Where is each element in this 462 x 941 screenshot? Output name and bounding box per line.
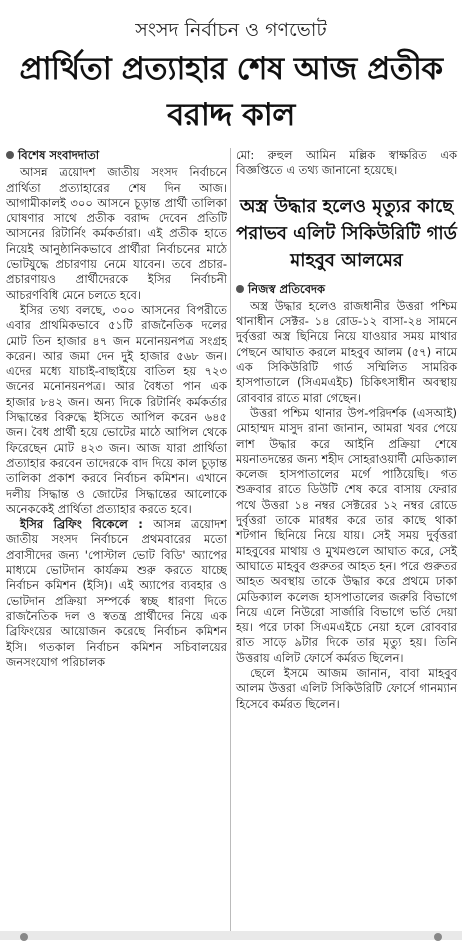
left-subhead-text: আসন্ন ত্রয়োদশ জাতীয় সংসদ নির্বাচনে প্রথমবারের মতো প্রবাসীদের জন্য 'পোস্টাল ভোট বিডি' অ্যাপের মাধ্যমে ভোটদান কার্যক্রম শুরু করতে যাচ্ছে নির্বাচন কমিশন (ইসি)। এই অ্যাপের ব্যবহার ও ভোটদান প্রক্রিয়া সম্পর্কে স্বচ্ছ ধারণা দিতে রাজনৈতিক দল ও স্বতন্ত্র প্রার্থীদের নিয়ে এক ব্রিফিংয়ের আয়োজন করেছে নির্বাচন কমিশন ইসি। গতকাল নির্বাচন কমিশন সচিবালয়ের জনসংযোগ পরিচালক bbox=[6, 517, 227, 669]
left-byline bbox=[6, 148, 227, 163]
secondary-headline: অস্ত্র উদ্ধার হলেও মৃত্যুর কাছে পরাভব এলিট সিকিউরিটি গার্ড মাহবুব আলমের bbox=[236, 195, 457, 271]
main-headline: প্রার্থিতা প্রত্যাহার শেষ আজ প্রতীক বরাদ্দ কাল bbox=[19, 51, 443, 133]
left-subhead-paragraph bbox=[6, 517, 227, 670]
left-byline-text: বিশেষ সংবাদদাতা bbox=[18, 148, 100, 162]
right-byline-text: নিজস্ব প্রতিবেদক bbox=[248, 281, 326, 296]
next-page-strip bbox=[0, 931, 462, 940]
right-continuation: মো: রুহুল আমিন মল্লিক স্বাক্ষরিত এক বিজ্ঞপ্তিতে এ তথ্য জানানো হয়েছে। bbox=[236, 148, 457, 178]
kicker-line: সংসদ নির্বাচন ও গণভোট bbox=[135, 19, 327, 41]
right-paragraph-3: ছেলে ইসমে আজম জানান, বাবা মাহবুব আলম উত্তরা এলিট সিকিউরিটি ফোর্সে গানম্যান হিসেবে কর্মরত ছিলেন। bbox=[236, 666, 457, 711]
left-subhead-separator: : bbox=[127, 517, 154, 532]
column-divider bbox=[230, 148, 231, 933]
right-byline bbox=[236, 282, 457, 297]
left-paragraph-1: আসন্ন ত্রয়োদশ জাতীয় সংসদ নির্বাচনে প্রার্থিতা প্রত্যাহারের শেষ দিন আজ। আগামীকালই ৩০০ আসনে চূড়ান্ত প্রার্থী তালিকা ঘোষণার সাথে প্রতীক বরাদ্দ দেবেন প্রতিটি আসনের রিটার্নিং কর্মকর্তারা। এই প্রতীক হাতে নিয়েই আনুষ্ঠানিকভাবে প্রার্থীরা নির্বাচনের মাঠে ভোটযুদ্ধে প্রচারণায় নেমে যাবেন। তবে প্রচার-প্রচারণায়ও প্রার্থীদেরকে ইসির নির্বাচনী আচরণবিধি মেনে চলতে হবে। bbox=[6, 165, 227, 302]
left-paragraph-2: ইসির তথ্য বলছে, ৩০০ আসনের বিপরীতে এবার প্রাথমিকভাবে ৫১টি রাজনৈতিক দলের মোট তিন হাজার ৪৭ জন মনোনয়নপত্র সংগ্রহ করেন। আর জমা দেন দুই হাজার ৫৬৮ জন। এদের মধ্যে যাচাই-বাছাইয়ে বাতিল হয় ৭২৩ জনের মনোনয়নপত্র। আর বৈধতা পান এক হাজার ৮৪২ জন। অন্য দিকে রিটার্নিং কর্মকর্তার সিদ্ধান্তের বিরুদ্ধে ইসিতে আপিল করেন ৬৪৫ জন। বৈধ প্রার্থী হয়ে ভোটের মাঠে আপিল থেকে ফিরেছেন মোট ৪২৩ জন। আজ যারা প্রার্থিতা প্রত্যাহার করবেন তাদেরকে বাদ দিয়ে কাল চূড়ান্ত তালিকা প্রকাশ করবে নির্বাচন কমিশন। এখানে দলীয় সিদ্ধান্ত ও জোটের সিদ্ধান্তের আলোকে অনেককেই প্রার্থিতা প্রত্যাহার করতে হবে। bbox=[6, 302, 227, 516]
bullet-icon bbox=[236, 285, 244, 293]
left-article-column bbox=[6, 148, 227, 933]
left-subhead: ইসির ব্রিফিং বিকেলে bbox=[20, 517, 128, 532]
right-paragraph-1: অস্ত্র উদ্ধার হলেও রাজধানীর উত্তরা পশ্চিম থানাধীন সেক্টর- ১৪ রোড-১২ বাসা-২৪ সামনে দুর্বৃত্তরা অস্ত্র ছিনিয়ে নিয়ে যাওয়ার সময় মাথার পেছনে আঘাত করলে মাহবুব আলম (৫৭) নামে এক সিকিউরিটি গার্ড সম্মিলিত সামরিক হাসপাতালে (সিএমএইচ) চিকিৎসাধীন অবস্থায় রোববার রাতে মারা গেছেন। bbox=[236, 298, 457, 405]
right-paragraph-2: উত্তরা পশ্চিম থানার উপ-পরিদর্শক (এসআই) মোহাম্মদ মাসুদ রানা জানান, আমরা খবর পেয়ে লাশ উদ্ধার করে আইনি প্রক্রিয়া শেষে ময়নাতদন্তের জন্য শহীদ সোহরাওয়ার্দী মেডিক্যাল কলেজ হাসপাতালের মর্গে পাঠিয়েছি। গত শুক্রবার রাতে ডিউটি শেষ করে বাসায় ফেরার পথে উত্তরা ১৪ নম্বর সেক্টরের ১২ নম্বর রোডে দুর্বৃত্তরা তাকে মারধর করে তার কাছে থাকা শটগান ছিনিয়ে নিয়ে যায়। সেই সময় দুর্বৃত্তরা মাহবুবের মাথায় ও মুখমণ্ডলে আঘাত করে, সেই আঘাতে মাহবুব গুরুতর আহত হন। পরে গুরুতর আহত অবস্থায় তাকে উদ্ধার করে প্রথমে ঢাকা মেডিক্যাল কলেজ হাসপাতালের জরুরি বিভাগে নিয়ে এলে নিউরো সার্জারি বিভাগে ভর্তি দেয়া হয়। পরে ঢাকা সিএমএইচে নেয়া হলে রোববার রাত সাড়ে ৯টার দিকে তার মৃত্যু হয়। তিনি উত্তরায় এলিট ফোর্সে কর্মরত ছিলেন। bbox=[236, 405, 457, 665]
right-article-column bbox=[236, 148, 457, 712]
bullet-icon bbox=[6, 151, 14, 159]
